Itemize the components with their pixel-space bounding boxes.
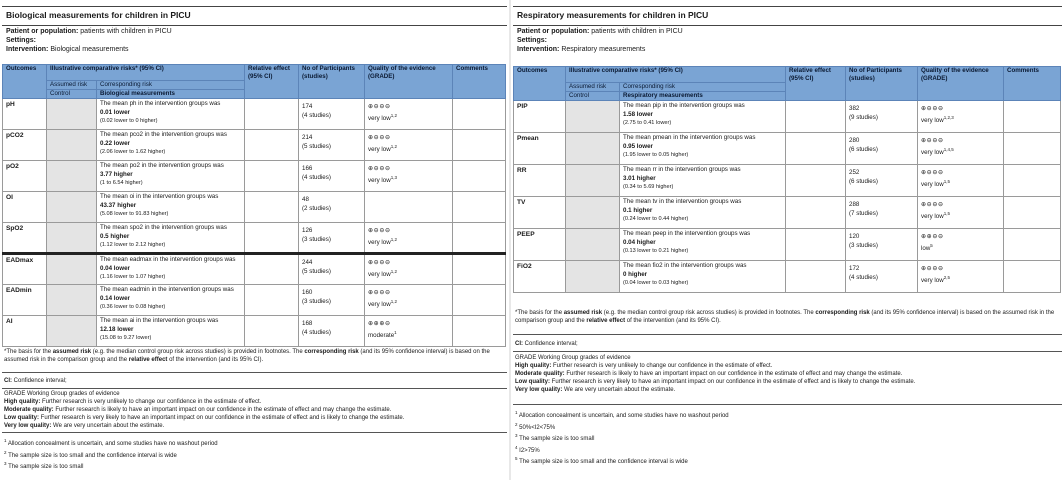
risk-ci: (1.95 lower to 0.05 higher) (623, 152, 689, 158)
quality-cell (365, 99, 453, 130)
quality-label: very low$^{2,5}$ (921, 275, 950, 285)
corresponding-risk-cell (620, 261, 786, 293)
table-row (3, 130, 506, 161)
participants-count: 160 (302, 289, 313, 296)
risk-value: 3.77 higher (100, 171, 133, 178)
assumed-risk-cell (566, 101, 620, 133)
basis-note: *The basis for the assumed risk (e.g. the median control group risk across studies) is provided in footnotes. The corresponding risk (and its 95% confidence interval) is based on the assumed risk in the comparison group and the relative effect of the intervention (and its 95% CI). (515, 310, 1055, 324)
divider (2, 432, 507, 433)
assumed-risk-cell (47, 223, 97, 254)
outcome-cell: pCO2 (3, 130, 47, 161)
grade-circles: ⊕⊕⊕⊖ (368, 320, 391, 327)
quality-cell (365, 316, 453, 347)
quality-label: very low$^{1,2,3}$ (921, 115, 954, 125)
relative-effect-cell (245, 99, 299, 130)
risks-header: Illustrative comparative risks* (95% CI) (47, 65, 245, 81)
relative-effect-cell (245, 316, 299, 347)
comments-header: Comments (1004, 67, 1061, 101)
footnote-3: $^3$ The sample size is too small (4, 461, 84, 470)
participants-count: 382 (849, 105, 860, 112)
risk-ci: (2.75 to 0.41 lower) (623, 120, 672, 126)
participants-cell (299, 192, 365, 223)
grade-circles: ⊕⊖⊖⊖ (921, 105, 944, 112)
quality-cell (918, 261, 1004, 293)
grade-moderate: Moderate quality: Further research is likely to have an important impact on our confidence in the estimate of effect and may change the estimate. (4, 407, 392, 413)
relative-effect-cell (786, 133, 846, 165)
studies-count: (9 studies) (849, 114, 878, 121)
assumed-header: Assumed risk (47, 81, 97, 90)
studies-count: (5 studies) (302, 268, 331, 275)
table-row (3, 285, 506, 316)
assumed-risk-cell (566, 133, 620, 165)
outcome-cell: PEEP (514, 229, 566, 261)
participants-cell (846, 229, 918, 261)
relative-effect-cell (786, 165, 846, 197)
settings-line: Settings: (517, 37, 547, 44)
corresponding-risk-cell (620, 101, 786, 133)
participants-cell (299, 285, 365, 316)
relative-header: Relative effect (95% CI) (245, 65, 299, 99)
corresponding-risk-cell (97, 254, 245, 285)
risk-ci: (0.34 to 5.69 higher) (623, 184, 674, 190)
footnote-1: $^1$ Allocation concealment is uncertain, and some studies have no washout period (4, 438, 218, 447)
participants-header: No of Participants (studies) (299, 65, 365, 99)
risk-value: 0.95 lower (623, 143, 653, 150)
quality-cell (918, 101, 1004, 133)
comments-cell (453, 130, 506, 161)
table-row (3, 316, 506, 347)
risk-ci: (1 to 6.54 higher) (100, 180, 143, 186)
assumed-risk-cell (566, 165, 620, 197)
quality-cell (918, 229, 1004, 261)
risk-ci: (0.13 lower to 0.21 higher) (623, 248, 689, 254)
table-row (514, 197, 1061, 229)
participants-count: 120 (849, 233, 860, 240)
risk-value: 0.1 higher (623, 207, 653, 214)
risk-text: The mean po2 in the intervention groups was (100, 162, 224, 169)
patient-line: Patient or population: patients with children in PICU (517, 28, 683, 35)
risk-ci: (0.36 lower to 0.08 higher) (100, 304, 166, 310)
ci-note: CI: Confidence interval; (515, 341, 578, 347)
risk-value: 0.04 higher (623, 239, 656, 246)
assumed-header: Assumed risk (566, 83, 620, 92)
comments-cell (453, 223, 506, 254)
quality-label: very low$^{1,4,5}$ (921, 147, 954, 157)
quality-cell (365, 161, 453, 192)
studies-count: (3 studies) (849, 242, 878, 249)
studies-count: (4 studies) (302, 329, 331, 336)
risk-text: The mean fio2 in the intervention groups was (623, 262, 747, 269)
risk-text: The mean pco2 in the intervention groups was (100, 131, 227, 138)
outcome-cell: RR (514, 165, 566, 197)
summary-table (2, 64, 506, 347)
assumed-risk-cell (47, 285, 97, 316)
quality-cell (365, 130, 453, 161)
assumed-risk-cell (47, 161, 97, 192)
risk-ci: (2.06 lower to 1.62 higher) (100, 149, 166, 155)
assumed-risk-cell (47, 130, 97, 161)
relative-effect-cell (245, 130, 299, 161)
comments-cell (1004, 197, 1061, 229)
risk-value: 0.04 lower (100, 265, 130, 272)
quality-header: Quality of the evidence (GRADE) (918, 67, 1004, 101)
assumed-risk-cell (566, 197, 620, 229)
grade-circles (368, 192, 449, 195)
table-row (514, 261, 1061, 293)
quality-label: very low$^{1,2}$ (368, 113, 397, 123)
relative-effect-cell (786, 261, 846, 293)
ci-note: CI: Confidence interval; (4, 378, 67, 384)
grade-title: GRADE Working Group grades of evidence (4, 391, 120, 397)
quality-cell (365, 254, 453, 285)
grade-low: Low quality: Further research is very likely to have an important impact on our confidence in the estimate of effect and is likely to change the estimate. (4, 415, 405, 421)
risk-value: 3.01 higher (623, 175, 656, 182)
assumed-risk-cell (566, 261, 620, 293)
risk-text: The mean spo2 in the intervention groups was (100, 224, 227, 231)
grade-circles: ⊕⊖⊖⊖ (921, 169, 944, 176)
participants-count: 172 (849, 265, 860, 272)
grade-circles: ⊕⊖⊖⊖ (368, 227, 391, 234)
participants-cell (846, 101, 918, 133)
participants-cell (299, 130, 365, 161)
table-row (3, 254, 506, 285)
assumed-risk-cell (47, 254, 97, 285)
grade-circles: ⊕⊖⊖⊖ (368, 103, 391, 110)
participants-count: 126 (302, 227, 313, 234)
header-row (514, 67, 1061, 83)
footnote-5: $^5$ The sample size is too small and the confidence interval is wide (515, 456, 688, 465)
corresponding-risk-cell (97, 161, 245, 192)
quality-label: very low$^{1,5}$ (921, 211, 950, 221)
studies-count: (6 studies) (849, 178, 878, 185)
risks-header: Illustrative comparative risks* (95% CI) (566, 67, 786, 83)
group-header: Respiratory measurements (620, 92, 786, 101)
relative-effect-cell (245, 285, 299, 316)
relative-effect-cell (786, 229, 846, 261)
relative-effect-cell (786, 101, 846, 133)
risk-ci: (1.12 lower to 2.12 higher) (100, 242, 166, 248)
grade-circles: ⊕⊖⊖⊖ (921, 137, 944, 144)
outcome-cell: EADmax (3, 254, 47, 285)
quality-label: very low$^{1,3}$ (368, 175, 397, 185)
comments-cell (1004, 165, 1061, 197)
outcome-cell: pH (3, 99, 47, 130)
corresponding-risk-cell (97, 99, 245, 130)
risk-value: 12.18 lower (100, 326, 134, 333)
participants-cell (846, 165, 918, 197)
comments-header: Comments (453, 65, 506, 99)
comments-cell (453, 99, 506, 130)
studies-count: (4 studies) (849, 274, 878, 281)
corresponding-risk-cell (620, 197, 786, 229)
outcome-cell: EADmin (3, 285, 47, 316)
participants-cell (846, 261, 918, 293)
quality-label: very low$^{1,5}$ (921, 179, 950, 189)
table-row (3, 223, 506, 254)
panel-title: Respiratory measurements for children in PICU (513, 6, 1062, 26)
risk-value: 0.14 lower (100, 295, 130, 302)
participants-cell (846, 133, 918, 165)
control-header: Control (566, 92, 620, 101)
studies-count: (2 studies) (302, 205, 331, 212)
participants-count: 166 (302, 165, 313, 172)
outcome-cell: SpO2 (3, 223, 47, 254)
outcome-cell: AI (3, 316, 47, 347)
footnote-3: $^3$ The sample size is too small (515, 433, 595, 442)
grade-circles: ⊕⊖⊖⊖ (368, 165, 391, 172)
participants-cell (299, 316, 365, 347)
corresponding-header: Corresponding risk (620, 83, 786, 92)
footnote-1: $^1$ Allocation concealment is uncertain, and some studies have no washout period (515, 410, 729, 419)
quality-label: very low$^{1,2}$ (368, 269, 397, 279)
table-row (3, 161, 506, 192)
corresponding-risk-cell (620, 165, 786, 197)
risk-ci: (15.08 to 9.27 lower) (100, 335, 152, 341)
participants-count: 174 (302, 103, 313, 110)
comments-cell (453, 285, 506, 316)
risk-text: The mean ai in the intervention groups was (100, 317, 219, 324)
footnotes (4, 437, 505, 472)
risk-value: 43.37 higher (100, 202, 137, 209)
divider (513, 404, 1062, 405)
group-header: Biological measurements (97, 90, 245, 99)
quality-label: very low$^{1,2}$ (368, 144, 397, 154)
corresponding-risk-cell (97, 192, 245, 223)
divider (2, 372, 507, 373)
quality-cell (918, 165, 1004, 197)
table-row (514, 101, 1061, 133)
studies-count: (4 studies) (302, 112, 331, 119)
grade-low: Low quality: Further research is very likely to have an important impact on our confidence in the estimate of effect and is likely to change the estimate. (515, 379, 916, 385)
studies-count: (4 studies) (302, 174, 331, 181)
risk-value: 0.5 higher (100, 233, 130, 240)
outcomes-header: Outcomes (3, 65, 47, 99)
risk-text: The mean eadmax in the intervention groups was (100, 256, 236, 263)
assumed-risk-cell (47, 99, 97, 130)
participants-cell (299, 99, 365, 130)
studies-count: (5 studies) (302, 143, 331, 150)
risk-text: The mean pip in the intervention groups was (623, 102, 745, 109)
risk-text: The mean oi in the intervention groups was (100, 193, 219, 200)
participants-cell (299, 223, 365, 254)
studies-count: (7 studies) (849, 210, 878, 217)
risk-text: The mean eadmin in the intervention groups was (100, 286, 234, 293)
quality-cell (365, 285, 453, 316)
grade-high: High quality: Further research is very unlikely to change our confidence in the estimate of effect. (4, 399, 262, 405)
table-row (514, 165, 1061, 197)
quality-cell (365, 192, 453, 223)
grade-very-low: Very low quality: We are very uncertain about the estimate. (4, 423, 165, 429)
control-header: Control (47, 90, 97, 99)
risk-ci: (1.16 lower to 1.07 higher) (100, 274, 166, 280)
table-row (514, 229, 1061, 261)
comments-cell (1004, 261, 1061, 293)
participants-count: 252 (849, 169, 860, 176)
intervention-line: Intervention: Respiratory measurements (517, 46, 646, 53)
table-row (3, 192, 506, 223)
relative-effect-cell (245, 161, 299, 192)
quality-label: low$^5$ (921, 243, 933, 253)
relative-effect-cell (245, 223, 299, 254)
comments-cell (1004, 101, 1061, 133)
grade-block (515, 354, 1060, 394)
panel-title: Biological measurements for children in PICU (2, 6, 507, 26)
grade-block (4, 390, 505, 430)
relative-effect-cell (245, 192, 299, 223)
corresponding-risk-cell (97, 285, 245, 316)
table-row (514, 133, 1061, 165)
risk-text: The mean peep in the intervention groups was (623, 230, 751, 237)
grade-moderate: Moderate quality: Further research is likely to have an important impact on our confidence in the estimate of effect and may change the estimate. (515, 371, 903, 377)
relative-effect-cell (786, 197, 846, 229)
risk-text: The mean rr in the intervention groups was (623, 166, 741, 173)
participants-count: 214 (302, 134, 313, 141)
outcome-cell: OI (3, 192, 47, 223)
participants-cell (299, 254, 365, 285)
grade-circles: ⊕⊖⊖⊖ (368, 289, 391, 296)
outcome-cell: TV (514, 197, 566, 229)
table-body (3, 99, 506, 347)
risk-value: 0.22 lower (100, 140, 130, 147)
studies-count: (6 studies) (849, 146, 878, 153)
risk-text: The mean pmean in the intervention groups was (623, 134, 756, 141)
basis-note: *The basis for the assumed risk (e.g. the median control group risk across studies) is provided in footnotes. The corresponding risk (and its 95% confidence interval) is based on the assumed risk in the comparison group and the relative effect of the intervention (and its 95% CI). (4, 349, 490, 363)
risk-ci: (0.02 lower to 0 higher) (100, 118, 158, 124)
participants-cell (846, 197, 918, 229)
grade-circles: ⊕⊖⊖⊖ (368, 134, 391, 141)
header-row (3, 65, 506, 81)
grade-high: High quality: Further research is very unlikely to change our confidence in the estimate of effect. (515, 363, 773, 369)
outcome-cell: FiO2 (514, 261, 566, 293)
studies-count: (3 studies) (302, 298, 331, 305)
divider (513, 351, 1062, 352)
settings-line: Settings: (6, 37, 36, 44)
quality-label: very low$^{1,2}$ (368, 237, 397, 247)
footnotes (515, 409, 1060, 467)
relative-effect-cell (245, 254, 299, 285)
relative-header: Relative effect (95% CI) (786, 67, 846, 101)
risk-ci: (5.08 lower to 91.83 higher) (100, 211, 169, 217)
quality-cell (918, 197, 1004, 229)
participants-count: 244 (302, 259, 313, 266)
divider (2, 388, 507, 389)
outcome-cell: Pmean (514, 133, 566, 165)
corresponding-risk-cell (620, 229, 786, 261)
risk-value: 1.58 lower (623, 111, 653, 118)
quality-label: moderate$^1$ (368, 330, 397, 340)
comments-cell (1004, 229, 1061, 261)
comments-cell (453, 161, 506, 192)
assumed-risk-cell (566, 229, 620, 261)
comments-cell (1004, 133, 1061, 165)
comments-cell (453, 316, 506, 347)
grade-title: GRADE Working Group grades of evidence (515, 355, 631, 361)
grade-circles: ⊕⊕⊖⊖ (921, 233, 944, 240)
risk-value: 0.01 lower (100, 109, 130, 116)
participants-cell (299, 161, 365, 192)
outcome-cell: pO2 (3, 161, 47, 192)
footnote-2: $^2$ The sample size is too small and the confidence interval is wide (4, 449, 177, 459)
studies-count: (3 studies) (302, 236, 331, 243)
intervention-line: Intervention: Biological measurements (6, 46, 129, 53)
participants-count: 168 (302, 320, 313, 327)
footnote-2: $^2$ 50%<I2<75% (515, 421, 556, 431)
quality-cell (918, 133, 1004, 165)
grade-circles: ⊕⊖⊖⊖ (921, 201, 944, 208)
table-row (3, 99, 506, 130)
risk-ci: (0.24 lower to 0.44 higher) (623, 216, 689, 222)
footnote-4: $^4$ I2>75% (515, 444, 540, 454)
respiratory-panel (511, 0, 1064, 480)
summary-table (513, 66, 1061, 293)
risk-ci: (0.04 lower to 0.03 higher) (623, 280, 689, 286)
risk-text: The mean ph in the intervention groups was (100, 100, 221, 107)
corresponding-risk-cell (620, 133, 786, 165)
participants-count: 280 (849, 137, 860, 144)
grade-very-low: Very low quality: We are very uncertain about the estimate. (515, 387, 676, 393)
comments-cell (453, 192, 506, 223)
outcomes-header: Outcomes (514, 67, 566, 101)
risk-text: The mean tv in the intervention groups was (623, 198, 742, 205)
biological-panel (0, 0, 509, 480)
corresponding-header: Corresponding risk (97, 81, 245, 90)
quality-cell (365, 223, 453, 254)
divider (513, 334, 1062, 335)
comments-cell (453, 254, 506, 285)
patient-line: Patient or population: patients with children in PICU (6, 28, 172, 35)
outcome-cell: PIP (514, 101, 566, 133)
corresponding-risk-cell (97, 223, 245, 254)
participants-count: 288 (849, 201, 860, 208)
assumed-risk-cell (47, 316, 97, 347)
participants-header: No of Participants (studies) (846, 67, 918, 101)
quality-header: Quality of the evidence (GRADE) (365, 65, 453, 99)
table-body (514, 101, 1061, 293)
risk-value: 0 higher (623, 271, 648, 278)
grade-circles: ⊕⊖⊖⊖ (368, 259, 391, 266)
participants-count: 48 (302, 196, 309, 203)
corresponding-risk-cell (97, 130, 245, 161)
corresponding-risk-cell (97, 316, 245, 347)
quality-label: very low$^{1,2}$ (368, 299, 397, 309)
grade-circles: ⊕⊖⊖⊖ (921, 265, 944, 272)
assumed-risk-cell (47, 192, 97, 223)
